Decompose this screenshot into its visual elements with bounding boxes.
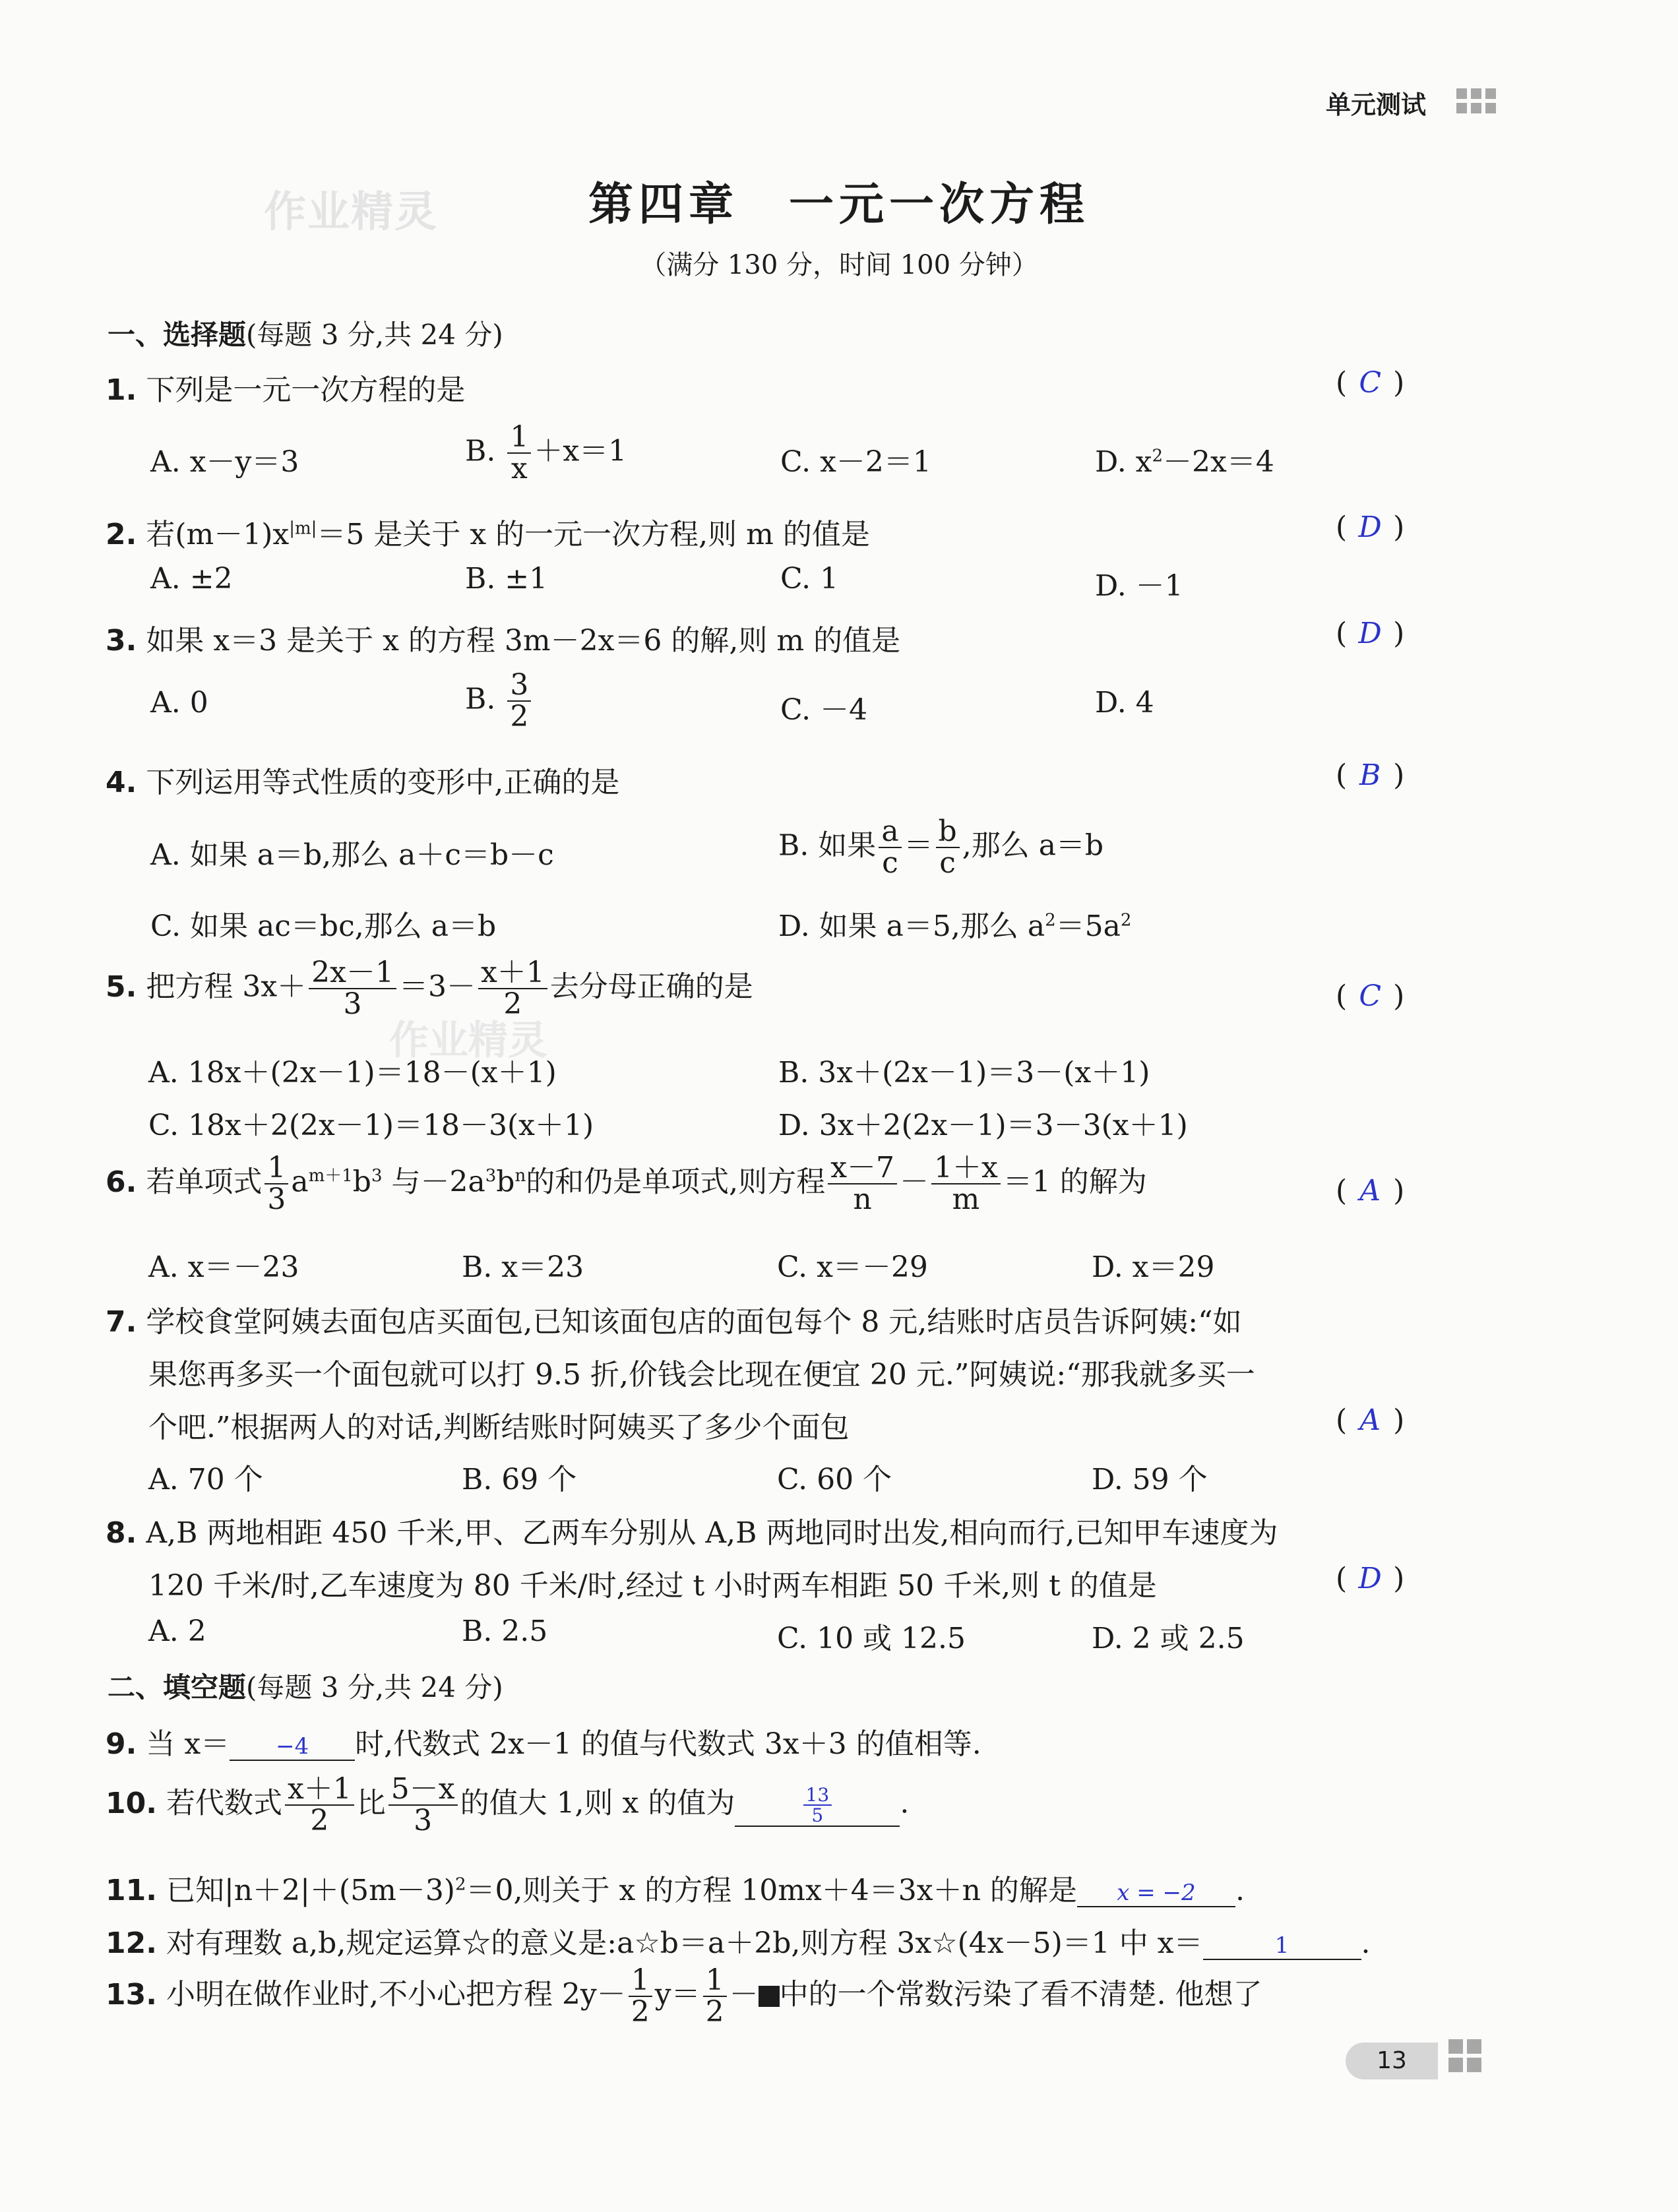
question-number: 13. [106, 1977, 157, 2012]
question-number: 12. [106, 1926, 157, 1960]
option-text: D. 如果 a＝5,那么 a [778, 909, 1045, 943]
numerator: 1 [703, 1965, 727, 1997]
option-c: C. 60 个 [777, 1463, 892, 1496]
section-heading [108, 1666, 503, 1705]
option-a: A. x＝－23 [148, 1250, 299, 1284]
question-stem: b [496, 1165, 515, 1199]
option-label: B. [465, 434, 496, 468]
option-b: B. x＝23 [462, 1250, 584, 1284]
option-text: ,那么 a＝b [962, 828, 1104, 863]
option-text: ＝5a [1055, 909, 1121, 943]
option-text: B. 如果 [778, 828, 877, 863]
numerator: x＋1 [478, 958, 547, 989]
watermark: 作业精灵 [389, 1018, 547, 1064]
question-stem: y＝ [654, 1977, 700, 2012]
option-label: B. [465, 682, 496, 716]
exponent: 2 [454, 1874, 466, 1895]
question-stem: 学校食堂阿姨去面包店买面包,已知该面包店的面包每个 8 元,结账时店员告诉阿姨:“如 [146, 1305, 1242, 1339]
answer-bracket: ( C ) [1336, 366, 1405, 400]
answer-blank: x = −2 [1077, 1880, 1235, 1907]
question-7-line-3: 个吧.”根据两人的对话,判断结账时阿姨买了多少个面包 [148, 1411, 850, 1444]
option-c: C. 18x＋2(2x－1)＝18－3(x＋1) [148, 1109, 594, 1142]
question-stem: 的和仍是单项式,则方程 [526, 1165, 826, 1199]
answer-bracket: ( A ) [1336, 1403, 1405, 1437]
fraction [629, 1965, 652, 2027]
answer: D [1358, 617, 1382, 650]
exponent: 2 [1045, 910, 1056, 931]
option-d [1095, 438, 1274, 480]
denominator: c [939, 846, 956, 880]
question-stem: 若单项式 [146, 1165, 263, 1199]
question-stem: 当 x＝ [146, 1727, 230, 1761]
punctuation: . [1235, 1874, 1245, 1907]
answer-blank: 1 [1203, 1932, 1361, 1960]
numerator: 1＋x [931, 1153, 1001, 1184]
question-number: 5. [106, 969, 137, 1004]
question-stem: b [352, 1165, 371, 1199]
question-number: 6. [106, 1165, 137, 1199]
answer-bracket: ( B ) [1336, 758, 1405, 792]
numerator: 5－x [388, 1774, 458, 1806]
answer: C [1359, 366, 1381, 400]
option-text: －2x＝4 [1163, 445, 1274, 479]
punctuation: . [1361, 1926, 1371, 1960]
question-13 [106, 1965, 1262, 2027]
page-title: 第四章 一元一次方程 [588, 179, 1090, 231]
numerator: 1 [264, 1153, 288, 1184]
option-b: B. ±1 [465, 562, 548, 596]
answer-blank: −4 [230, 1733, 355, 1761]
question-3 [106, 617, 900, 659]
option-a: A. 如果 a＝b,那么 a＋c＝b－c [150, 838, 554, 872]
exponent: n [514, 1166, 526, 1186]
denominator: 2 [510, 700, 529, 734]
option-c: C. 1 [780, 562, 839, 596]
option-c: C. x－2＝1 [780, 445, 931, 479]
option-d: D. 4 [1095, 686, 1154, 720]
option-c: C. －4 [780, 693, 868, 727]
exponent: |m| [289, 518, 317, 539]
fraction [309, 958, 396, 1020]
question-stem: 比 [356, 1786, 386, 1820]
question-stem: ＝1 的解为 [1003, 1165, 1147, 1199]
fraction [388, 1774, 458, 1836]
question-stem: ＝0,则关于 x 的方程 10mx＋4＝3x＋n 的解是 [466, 1874, 1077, 1907]
exponent: 3 [485, 1166, 497, 1186]
question-8 [106, 1509, 1278, 1551]
question-1 [106, 366, 465, 408]
answer: D [1358, 510, 1382, 544]
question-number: 9. [106, 1727, 137, 1761]
option-text: D. x [1095, 445, 1152, 479]
option-a: A. ±2 [150, 562, 233, 596]
watermark: 作业精灵 [264, 188, 438, 237]
numerator: a [879, 816, 901, 848]
question-stem: ＝3－ [398, 969, 476, 1004]
denominator: n [853, 1183, 872, 1217]
question-stem: 去分母正确的是 [549, 969, 753, 1004]
answer-bracket: ( A ) [1336, 1174, 1405, 1208]
answer-blank [735, 1785, 900, 1827]
option-c: C. x＝－29 [777, 1250, 928, 1284]
answer-bracket: ( D ) [1336, 510, 1405, 544]
option-d: D. x＝29 [1092, 1250, 1215, 1284]
question-stem: ＝5 是关于 x 的一元一次方程,则 m 的值是 [317, 518, 870, 551]
option-text: ＝ [904, 828, 933, 863]
option-d: D. 3x＋2(2x－1)＝3－3(x＋1) [778, 1109, 1188, 1142]
question-5 [106, 958, 753, 1020]
denominator: 5 [811, 1804, 824, 1827]
question-number: 3. [106, 624, 137, 658]
question-7 [106, 1298, 1242, 1340]
exponent: 3 [371, 1166, 383, 1186]
denominator: c [882, 846, 898, 880]
section-name: 单元测试 [1326, 90, 1427, 119]
denominator: 3 [267, 1183, 286, 1217]
numerator: b [936, 816, 960, 848]
question-stem: 小明在做作业时,不小心把方程 2y－ [166, 1977, 626, 2012]
answer: A [1359, 1174, 1381, 1208]
answer-bracket: ( D ) [1336, 1562, 1405, 1595]
section-title: 二、填空题 [108, 1671, 247, 1704]
option-c: C. 10 或 12.5 [777, 1622, 966, 1655]
exponent: m＋1 [308, 1166, 353, 1186]
option-b: B. 2.5 [462, 1614, 548, 1648]
option-a: A. 0 [150, 686, 208, 720]
question-stem: 下列是一元一次方程的是 [146, 373, 466, 407]
section-note: (每题 3 分,共 24 分) [246, 1671, 503, 1704]
option-a: A. 70 个 [148, 1463, 263, 1496]
question-9 [106, 1720, 981, 1762]
question-stem: 若代数式 [166, 1786, 282, 1820]
question-stem: 把方程 3x＋ [146, 969, 307, 1004]
answer: C [1359, 979, 1381, 1013]
numerator: 13 [803, 1785, 832, 1806]
ink-blot [759, 1986, 780, 2007]
section-heading [108, 313, 503, 353]
question-stem: 如果 x＝3 是关于 x 的方程 3m－2x＝6 的解,则 m 的值是 [146, 624, 901, 658]
answer-fraction [803, 1785, 832, 1826]
option-d: D. 59 个 [1092, 1463, 1208, 1496]
question-number: 11. [106, 1874, 157, 1907]
question-6 [106, 1153, 1147, 1215]
exponent: 2 [1152, 446, 1164, 466]
question-10 [106, 1774, 909, 1836]
question-number: 8. [106, 1516, 137, 1550]
punctuation: . [900, 1786, 910, 1820]
option-b: B. 69 个 [462, 1463, 577, 1496]
denominator: 3 [414, 1804, 433, 1838]
numerator: 3 [507, 670, 531, 702]
question-11 [106, 1866, 1245, 1909]
answer: D [1358, 1562, 1382, 1595]
fraction [931, 1153, 1001, 1215]
denominator: 2 [705, 1995, 724, 2029]
page-subtitle: （满分 130 分，时间 100 分钟） [640, 250, 1038, 280]
answer: A [1359, 1403, 1381, 1437]
question-stem: 若(m－1)x [146, 518, 290, 551]
question-number: 2. [106, 518, 137, 551]
numerator: 1 [629, 1965, 652, 1997]
option-b [465, 422, 627, 484]
denominator: 2 [631, 1995, 650, 2029]
fraction [264, 1153, 288, 1215]
question-stem: 的值大 1,则 x 的值为 [460, 1786, 735, 1820]
question-7-line-2: 果您再多买一个面包就可以打 9.5 折,价钱会比现在便宜 20 元.”阿姨说:“那我就多买一 [148, 1358, 1255, 1392]
option-a: A. 2 [148, 1614, 206, 1648]
question-stem: 与－2a [382, 1165, 485, 1199]
section-title: 一、选择题 [108, 319, 247, 351]
answer: B [1359, 758, 1381, 792]
answer-bracket: ( D ) [1336, 617, 1405, 650]
numerator: 2x－1 [309, 958, 396, 989]
denominator: m [952, 1183, 980, 1217]
question-number: 1. [106, 373, 137, 407]
numerator: 1 [507, 422, 531, 454]
question-8-line-2: 120 千米/时,乙车速度为 80 千米/时,经过 t 小时两车相距 50 千米,则 t 的值是 [148, 1569, 1157, 1603]
fraction [703, 1965, 727, 2027]
denominator: 2 [503, 987, 522, 1022]
option-b [465, 670, 534, 732]
page-number: 13 [1346, 2043, 1438, 2079]
fraction [507, 670, 531, 732]
question-2 [106, 510, 870, 553]
question-number: 4. [106, 766, 137, 799]
denominator: 2 [310, 1804, 329, 1838]
question-stem: 时,代数式 2x－1 的值与代数式 3x＋3 的值相等. [355, 1727, 981, 1761]
question-stem: 下列运用等式性质的变形中,正确的是 [146, 766, 620, 799]
question-4 [106, 758, 619, 801]
section-note: (每题 3 分,共 24 分) [246, 319, 503, 351]
option-b: B. 3x＋(2x－1)＝3－(x＋1) [778, 1056, 1150, 1090]
option-text: ＋x＝1 [534, 434, 627, 468]
answer-bracket: ( C ) [1336, 979, 1405, 1013]
option-d: D. －1 [1095, 569, 1183, 603]
question-number: 10. [106, 1786, 157, 1820]
option-a: A. x－y＝3 [150, 445, 299, 479]
fraction [285, 1774, 354, 1836]
numerator: x－7 [828, 1153, 897, 1184]
question-12 [106, 1919, 1371, 1961]
exponent: 2 [1120, 910, 1132, 931]
denominator: 3 [343, 987, 362, 1022]
denominator: x [511, 452, 528, 486]
fraction [478, 958, 547, 1020]
fraction [507, 422, 531, 484]
question-stem: － [900, 1165, 929, 1199]
option-d: D. 2 或 2.5 [1092, 1622, 1245, 1655]
option-c: C. 如果 ac＝bc,那么 a＝b [150, 909, 497, 943]
option-d [778, 902, 1131, 944]
fraction [828, 1153, 897, 1215]
question-number: 7. [106, 1305, 137, 1339]
header-grid-icon [1456, 88, 1496, 113]
question-stem: 中的一个常数污染了看不清楚. 他想了 [779, 1977, 1262, 2012]
option-b [778, 816, 1103, 878]
question-stem: a [291, 1165, 309, 1199]
footer-grid-icon [1448, 2039, 1481, 2072]
question-stem: A,B 两地相距 450 千米,甲、乙两车分别从 A,B 两地同时出发,相向而行,已知甲车速度为 [146, 1516, 1278, 1550]
question-stem: 已知|n＋2|＋(5m－3) [166, 1874, 455, 1907]
fraction [936, 816, 960, 878]
question-stem: － [729, 1977, 759, 2012]
numerator: x＋1 [285, 1774, 354, 1806]
question-stem: 对有理数 a,b,规定运算☆的意义是:a☆b＝a＋2b,则方程 3x☆(4x－5)＝1 中 x＝ [166, 1926, 1203, 1960]
fraction [879, 816, 901, 878]
option-a: A. 18x＋(2x－1)＝18－(x＋1) [148, 1056, 557, 1090]
